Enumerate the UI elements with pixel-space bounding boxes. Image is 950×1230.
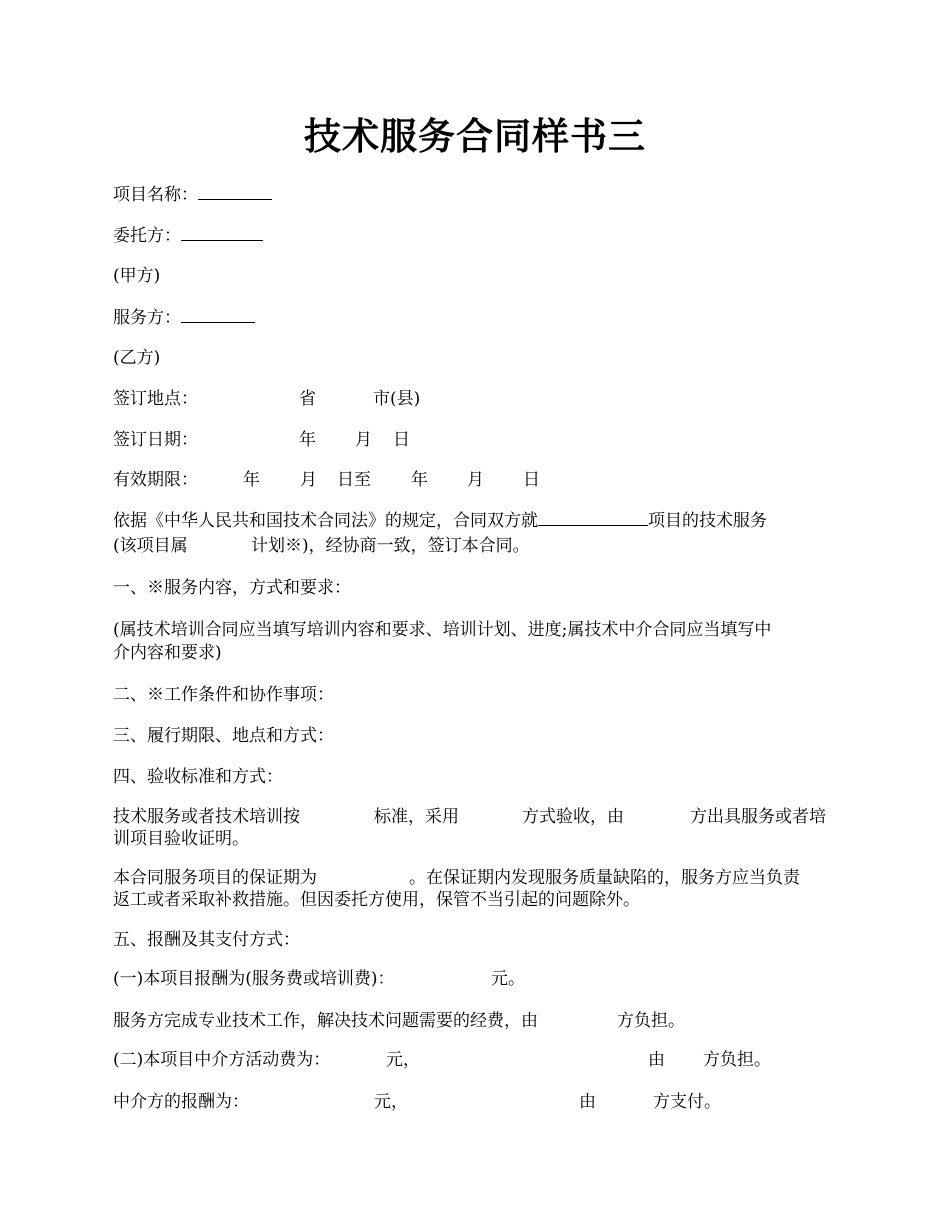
intermediary-fee-text-d: 方负担。	[703, 1050, 771, 1070]
section-1-heading	[113, 577, 351, 599]
intro-line-2	[113, 535, 530, 557]
warranty-line-1	[113, 867, 800, 889]
party-a-label: (甲方)	[113, 266, 161, 286]
section-4-text: 四、验收标准和方式：	[113, 767, 283, 787]
valid-period-line	[113, 469, 540, 491]
expense-text-b: 方负担。	[617, 1011, 685, 1031]
warranty-line-2	[113, 889, 640, 911]
section-2-heading	[113, 684, 334, 706]
expense-line	[113, 1010, 685, 1032]
sign-year-label: 年	[299, 430, 316, 450]
valid-month-from: 月	[300, 470, 317, 490]
sign-date-line	[113, 429, 410, 451]
fee-text-b: 元。	[491, 969, 525, 989]
acceptance-text-d: 方出具服务或者培	[690, 807, 826, 827]
intro-text-a: 依据《中华人民共和国技术合同法》的规定，合同双方就	[113, 511, 538, 531]
valid-day-end: 日	[523, 470, 540, 490]
fee-line	[113, 968, 525, 990]
warranty-text-a: 本合同服务项目的保证期为	[113, 868, 317, 888]
warranty-text-b: 。在保证期内发现服务质量缺陷的，服务方应当负责	[409, 868, 800, 888]
fee-text-a: (一)本项目报酬为(服务费或培训费)：	[113, 969, 395, 989]
intermediary-pay-text-c: 由	[579, 1092, 596, 1112]
acceptance-line-2	[113, 828, 249, 850]
sign-month-label: 月	[355, 430, 372, 450]
document-title: 技术服务合同样书三	[304, 114, 646, 158]
intro-text-c: (该项目属	[113, 536, 188, 556]
intermediary-pay-text-a: 中介方的报酬为：	[113, 1092, 249, 1112]
client-blank[interactable]	[181, 224, 263, 241]
party-a-line	[113, 265, 160, 287]
intro-line-1	[113, 509, 767, 532]
sign-day-label: 日	[393, 430, 410, 450]
intermediary-fee-line	[113, 1049, 771, 1071]
intermediary-pay-text-d: 方支付。	[653, 1092, 721, 1112]
section-4-heading	[113, 766, 283, 788]
intermediary-pay-line	[113, 1091, 721, 1113]
provider-label: 服务方：	[113, 308, 181, 328]
section-1-note-text-2: 介内容和要求)	[113, 643, 222, 663]
valid-year-to: 年	[411, 470, 428, 490]
client-label: 委托方：	[113, 226, 181, 246]
intermediary-pay-text-b: 元，	[374, 1092, 408, 1112]
section-1-note-line-2	[113, 642, 222, 664]
client-line	[113, 224, 263, 247]
section-1-note-line-1	[113, 619, 771, 641]
intermediary-fee-text-a: (二)本项目中介方活动费为：	[113, 1050, 331, 1070]
section-3-heading	[113, 725, 334, 747]
sign-place-line	[113, 388, 421, 410]
section-5-text: 五、报酬及其支付方式：	[113, 930, 300, 950]
warranty-text-c: 返工或者采取补救措施。但因委托方使用，保管不当引起的问题除外。	[113, 890, 640, 910]
party-b-label: (乙方)	[113, 348, 161, 368]
acceptance-line-1	[113, 806, 826, 828]
section-1-note-text-1: (属技术培训合同应当填写培训内容和要求、培训计划、进度;属技术中介合同应当填写中	[113, 620, 772, 640]
intro-text-d: 计划※)，经协商一致，签订本合同。	[251, 536, 530, 556]
acceptance-text-b: 标准，采用	[374, 807, 459, 827]
party-b-line	[113, 347, 160, 369]
acceptance-text-a: 技术服务或者技术培训按	[113, 807, 300, 827]
section-5-heading	[113, 929, 300, 951]
acceptance-text-c: 方式验收，由	[522, 807, 624, 827]
project-name-line	[113, 183, 272, 206]
acceptance-text-e: 训项目验收证明。	[113, 829, 249, 849]
service-project-blank[interactable]	[538, 509, 648, 526]
project-name-blank[interactable]	[198, 183, 272, 200]
city-label: 市(县)	[373, 389, 421, 409]
valid-month-to: 月	[467, 470, 484, 490]
expense-text-a: 服务方完成专业技术工作，解决技术问题需要的经费，由	[113, 1011, 538, 1031]
valid-period-label: 有效期限：	[113, 470, 198, 490]
province-label: 省	[299, 389, 316, 409]
intermediary-fee-text-c: 由	[648, 1050, 665, 1070]
project-name-label: 项目名称：	[113, 185, 198, 205]
section-1-text: 一、※服务内容，方式和要求：	[113, 578, 351, 598]
intermediary-fee-text-b: 元，	[386, 1050, 420, 1070]
valid-day-to: 日至	[337, 470, 371, 490]
sign-date-label: 签订日期：	[113, 430, 198, 450]
intro-text-b: 项目的技术服务	[648, 511, 767, 531]
section-2-text: 二、※工作条件和协作事项：	[113, 685, 334, 705]
provider-line	[113, 306, 255, 329]
valid-year-from: 年	[243, 470, 260, 490]
provider-blank[interactable]	[181, 306, 255, 323]
sign-place-label: 签订地点：	[113, 389, 198, 409]
section-3-text: 三、履行期限、地点和方式：	[113, 726, 334, 746]
